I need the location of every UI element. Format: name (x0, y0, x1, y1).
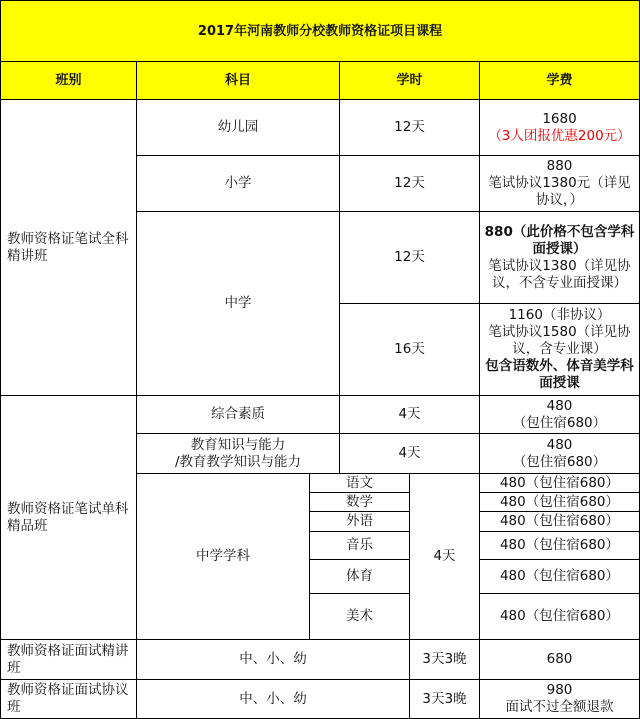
subject-edu-line1: 教育知识与能力 (190, 436, 286, 453)
subject-interview: 中、小、幼 (137, 640, 410, 680)
fee-middle-16-note: 包含语数外、体音美学科面授课 (485, 358, 634, 391)
subject-edu (137, 434, 340, 474)
fee-quality (480, 396, 640, 434)
fee-kindergarten-promo: （3人团报优惠200元） (488, 127, 631, 144)
fee-foreign-language: 480（包住宿680） (480, 512, 640, 532)
fee-primary (480, 156, 640, 212)
header-hours: 学时 (340, 62, 480, 100)
header-subject: 科目 (137, 62, 340, 100)
fee-middle-12 (480, 212, 640, 304)
fee-middle-16 (480, 304, 640, 396)
fee-edu-lodging: （包住宿680） (512, 453, 607, 470)
subject-middle-subjects: 中学学科 (137, 474, 310, 640)
fee-middle-16-protocol: 笔试协议1580（详见协议，含专业课） (488, 324, 631, 357)
hours-middle-16: 16天 (340, 304, 480, 396)
fee-art: 480（包住宿680） (480, 594, 640, 640)
fee-middle-12-price: 880（此价格不包含学科面授课） (484, 223, 635, 257)
header-class: 班别 (0, 62, 137, 100)
hours-middle-12: 12天 (340, 212, 480, 304)
fee-interview-protocol-price: 980 (546, 682, 573, 698)
subject-music: 音乐 (310, 532, 410, 560)
fee-quality-price: 480 (546, 397, 573, 414)
fee-chinese: 480（包住宿680） (480, 474, 640, 493)
hours-quality: 4天 (340, 396, 480, 434)
subject-edu-line2: /教育教学知识与能力 (174, 453, 302, 470)
fee-kindergarten-price: 1680 (542, 110, 577, 127)
fee-interview: 680 (480, 640, 640, 680)
hours-primary: 12天 (340, 156, 480, 212)
fee-music: 480（包住宿680） (480, 532, 640, 560)
fee-quality-lodging: （包住宿680） (512, 414, 607, 431)
fee-edu-price: 480 (546, 436, 573, 453)
fee-middle-16-price: 1160（非协议） (508, 307, 611, 323)
fee-kindergarten (480, 100, 640, 156)
subject-math: 数学 (310, 493, 410, 512)
hours-interview: 3天3晚 (410, 640, 480, 680)
fee-edu (480, 434, 640, 474)
header-fee: 学费 (480, 62, 640, 100)
group-full-written: 教师资格证笔试全科精讲班 (0, 100, 137, 396)
fee-middle-12-protocol: 笔试协议1380（详见协议，不含专业面授课） (488, 257, 631, 291)
subject-interview-protocol: 中、小、幼 (137, 680, 410, 719)
hours-kindergarten: 12天 (340, 100, 480, 156)
subject-kindergarten: 幼儿园 (137, 100, 340, 156)
group-interview: 教师资格证面试精讲班 (0, 640, 137, 680)
subject-foreign-language: 外语 (310, 512, 410, 532)
fee-interview-protocol (480, 680, 640, 719)
fee-primary-protocol: 笔试协议1380元（详见协议，） (488, 175, 631, 208)
hours-edu: 4天 (340, 434, 480, 474)
subject-middle: 中学 (137, 212, 340, 396)
group-interview-protocol: 教师资格证面试协议班 (0, 680, 137, 719)
hours-middle-subjects: 4天 (410, 474, 480, 640)
subject-primary: 小学 (137, 156, 340, 212)
subject-quality: 综合素质 (137, 396, 340, 434)
subject-art: 美术 (310, 594, 410, 640)
subject-chinese: 语文 (310, 474, 410, 493)
hours-interview-protocol: 3天3晚 (410, 680, 480, 719)
fee-interview-protocol-refund: 面试不过全额退款 (505, 699, 614, 715)
group-single-written: 教师资格证笔试单科精品班 (0, 396, 137, 640)
fee-pe: 480（包住宿680） (480, 560, 640, 594)
fee-math: 480（包住宿680） (480, 493, 640, 512)
table-title: 2017年河南教师分校教师资格证项目课程 (0, 0, 640, 62)
subject-pe: 体育 (310, 560, 410, 594)
fee-primary-price: 880 (546, 158, 573, 174)
